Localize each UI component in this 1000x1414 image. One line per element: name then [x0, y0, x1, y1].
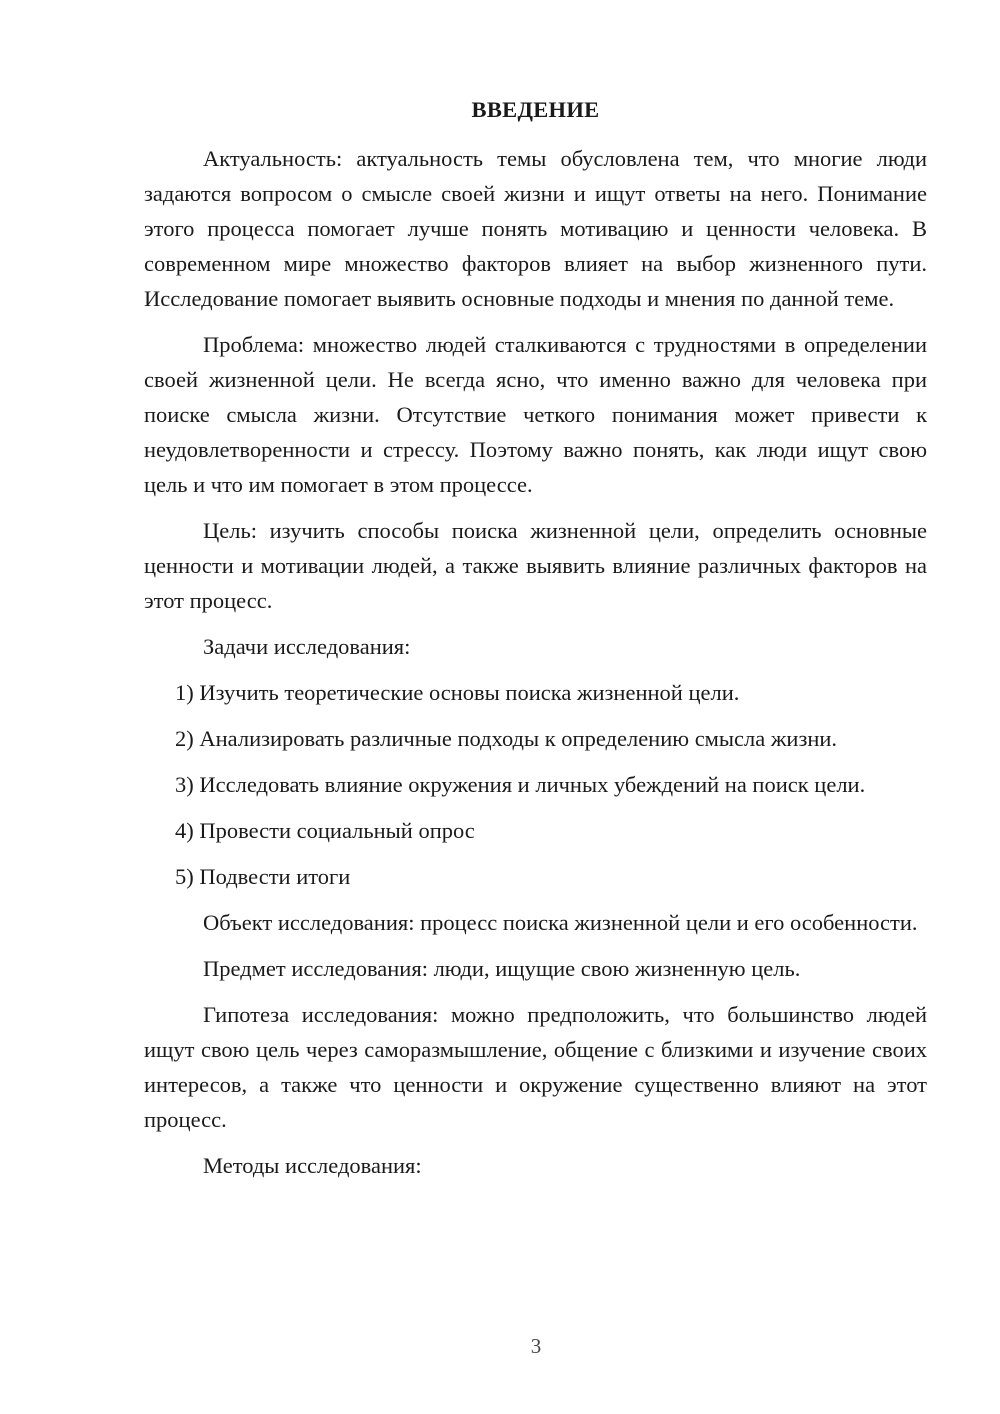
tasks-list: [144, 675, 927, 894]
task-item-5: 5) Подвести итоги: [175, 864, 351, 889]
methods-heading: Методы исследования:: [203, 1153, 422, 1178]
paragraph-relevance: Актуальность: актуальность темы обусловлена тем, что многие люди задаются вопросом о смысле своей жизни и ищут ответы на него. Понимание этого процесса помогает лучше понять мотивацию и ценности человека. В современном мире множество факторов влияет на выбор жизненного пути. Исследование помогает выявить основные подходы и мнения по данной теме.: [144, 146, 927, 311]
page-number: 3: [530, 1334, 542, 1358]
paragraph-goal: Цель: изучить способы поиска жизненной цели, определить основные ценности и мотивации людей, а также выявить влияние различных факторов на этот процесс.: [144, 518, 927, 613]
task-item-3: 3) Исследовать влияние окружения и личных убеждений на поиск цели.: [175, 772, 866, 797]
paragraph-subject: Предмет исследования: люди, ищущие свою жизненную цель.: [203, 956, 801, 981]
paragraph-object: Объект исследования: процесс поиска жизненной цели и его особенности.: [203, 910, 918, 935]
paragraph-problem: Проблема: множество людей сталкиваются с трудностями в определении своей жизненной цели. Не всегда ясно, что именно важно для человека при поиске смысла жизни. Отсутствие четкого понимания может привести к неудовлетворенности и стрессу. Поэтому важно понять, как люди ищут свою цель и что им помогает в этом процессе.: [144, 332, 927, 497]
tasks-heading: Задачи исследования:: [203, 634, 411, 659]
paragraph-hypothesis: Гипотеза исследования: можно предположить, что большинство людей ищут свою цель через саморазмышление, общение с близкими и изучение своих интересов, а также что ценности и окружение существенно влияют на этот процесс.: [144, 1002, 927, 1132]
page-content: [144, 92, 927, 1194]
task-item-4: 4) Провести социальный опрос: [175, 818, 475, 843]
section-title: ВВЕДЕНИЕ: [471, 97, 600, 122]
task-item-1: 1) Изучить теоретические основы поиска жизненной цели.: [175, 680, 740, 705]
task-item-2: 2) Анализировать различные подходы к определению смысла жизни.: [175, 726, 838, 751]
